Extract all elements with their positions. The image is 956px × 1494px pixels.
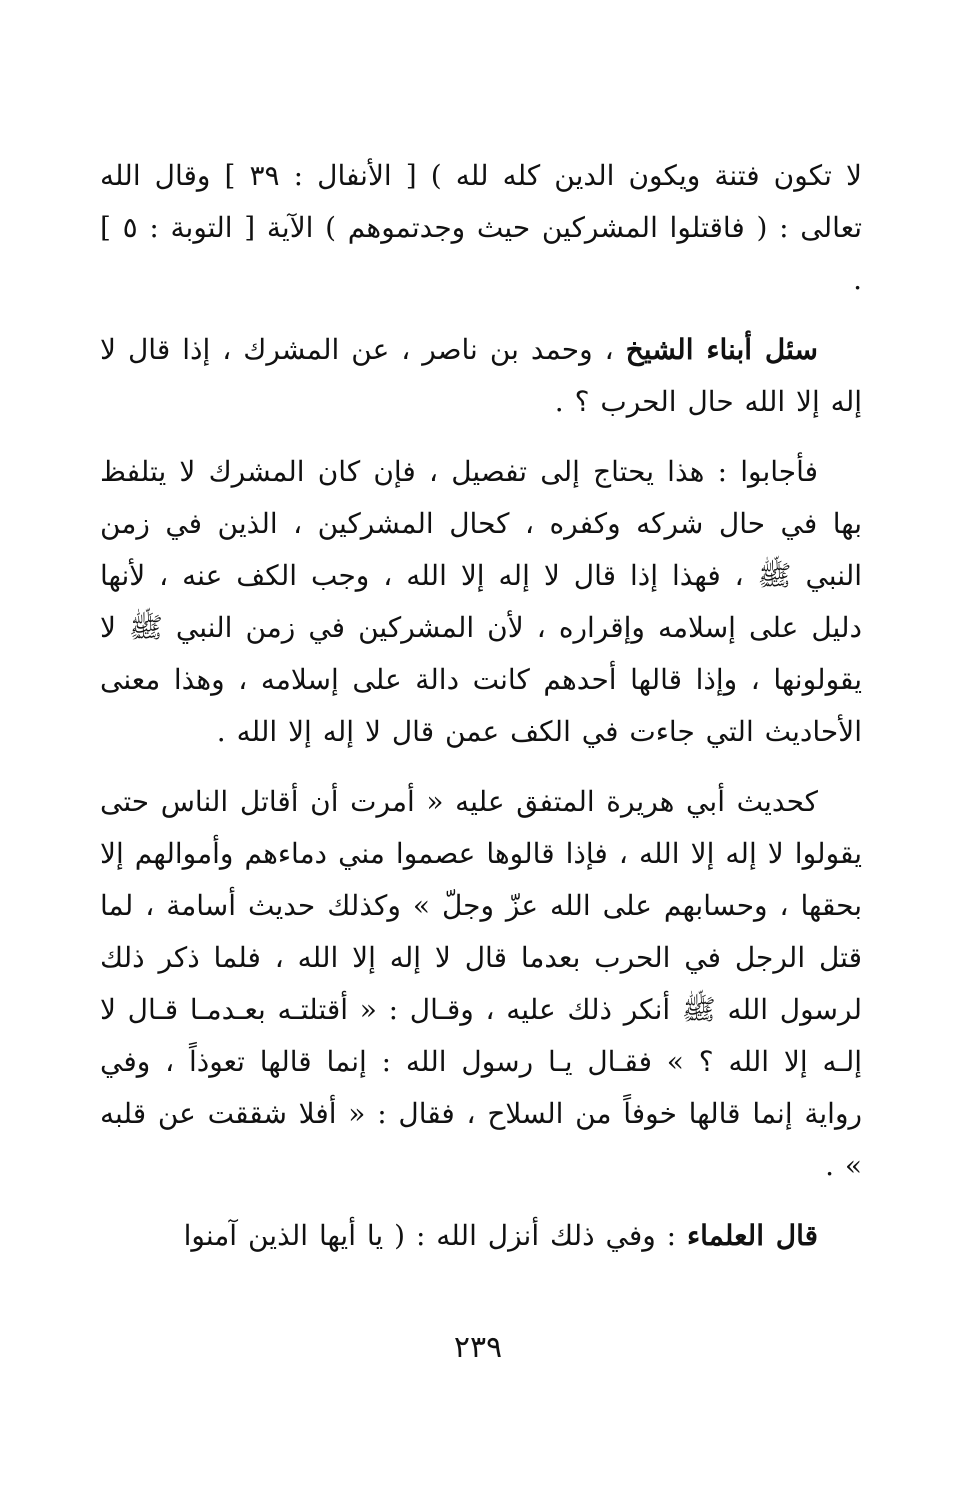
paragraph-4-text: كحديث أبي هريرة المتفق عليه « أمرت أن أقاتل الناس حتى يقولوا لا إله إلا الله ، فإذا قالوها عصموا مني دماءهم وأموالهم إلا بحقها ، وحسابهم على الله عزّ وجلّ » وكذلك حديث أسامة ، لما قتل الرجل في الحرب بعدما قال لا إله إلا الله ، فلما ذكر ذلك لرسول الله ﷺ أنكر ذلك عليه ، وقـال : « أقتلتـه بعـدمـا قـال لا إلـه إلا الله ؟ » فقـال يـا رسول الله : إنما قالها تعوذاً ، وفي رواية إنما قالها خوفاً من السلاح ، فقال : « أفلا شققت عن قلبه » . (100, 785, 862, 1182)
paragraph-2-text: ، وحمد بن ناصر ، عن المشرك ، إذا قال لا إله إلا الله حال الحرب ؟ . (100, 333, 862, 418)
paragraph-2 (100, 324, 862, 428)
paragraph-1-text: لا تكون فتنة ويكون الدين كله لله ) [ الأنفال : ٣٩ ] وقال الله تعالى : ( فاقتلوا المشركين حيث وجدتموهم ) الآية [ التوبة : ٥ ] . (100, 159, 863, 296)
paragraph-1 (100, 150, 862, 306)
page-number: ٢٣٩ (453, 1330, 503, 1365)
paragraph-3-text: فأجابوا : هذا يحتاج إلى تفصيل ، فإن كان المشرك لا يتلفظ بها في حال شركه وكفره ، كحال المشركين ، الذين في زمن النبي ﷺ ، فهذا إذا قال لا إله إلا الله ، وجب الكف عنه ، لأنها دليل على إسلامه وإقراره ، لأن المشركين في زمن النبي ﷺ لا يقولونها ، وإذا قالها أحدهم كانت دالة على إسلامه ، وهذا معنى الأحاديث التي جاءت في الكف عمن قال لا إله إلا الله . (100, 455, 862, 748)
paragraph-5 (100, 1210, 862, 1262)
paragraph-4 (100, 776, 862, 1192)
paragraph-3 (100, 446, 862, 758)
paragraph-5-text: : وفي ذلك أنزل الله : ( يا أيها الذين آمنوا (183, 1219, 688, 1252)
paragraph-5-lead: قال العلماء (687, 1219, 818, 1252)
paragraph-2-lead: سئل أبناء الشيخ (625, 333, 818, 366)
page-body (100, 150, 862, 1280)
